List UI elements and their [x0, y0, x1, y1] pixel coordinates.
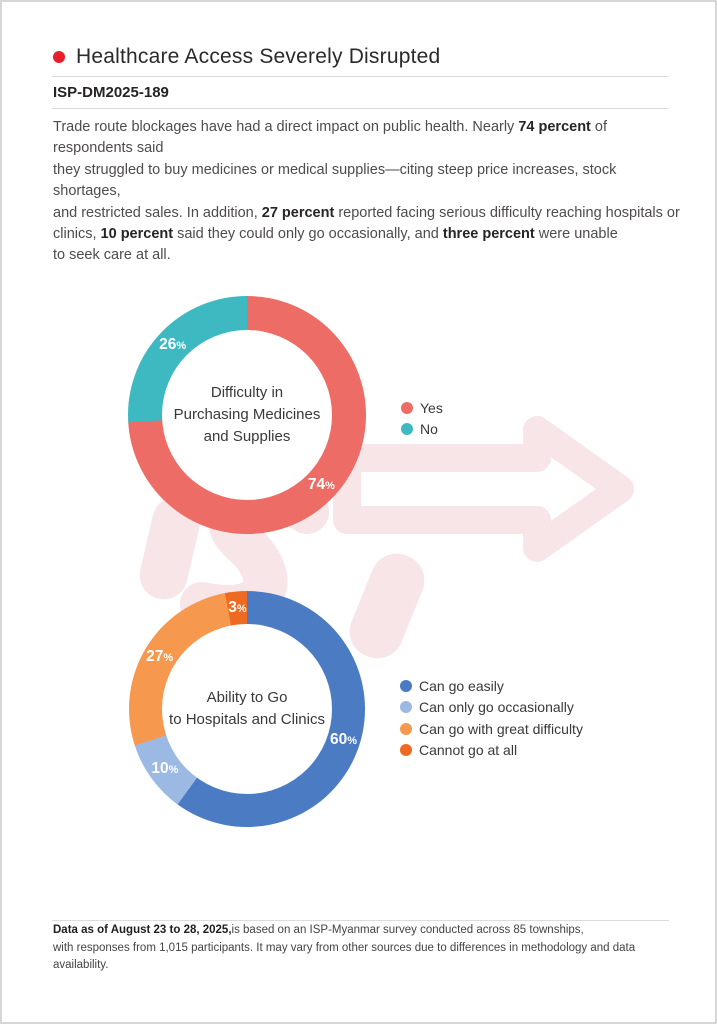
- donut-chart-medicines: [128, 296, 366, 534]
- title-bullet-icon: [53, 51, 65, 63]
- legend-label: No: [420, 421, 438, 437]
- legend-dot-icon: [401, 402, 413, 414]
- legend-hospitals: [400, 679, 583, 765]
- donut-center-medicines: [162, 330, 332, 500]
- legend-item: [401, 401, 443, 414]
- legend-item: [400, 722, 583, 735]
- legend-label: Can go easily: [419, 677, 504, 694]
- slice-value-label: 10%: [151, 759, 179, 777]
- page-title: Healthcare Access Severely Disrupted: [76, 45, 441, 68]
- divider-report: [52, 108, 669, 109]
- slice-value-label: 74%: [307, 475, 335, 493]
- legend-label: Can only go occasionally: [419, 699, 574, 715]
- footnote: Data as of August 23 to 28, 2025,is based on an ISP-Myanmar survey conducted across 85 townships, with responses from 1,015 participants. It may vary from other sources due to differences in methodology and data availability.: [53, 924, 636, 971]
- legend-dot-icon: [400, 744, 412, 756]
- legend-dot-icon: [400, 680, 412, 692]
- donut-chart-hospitals: [129, 591, 365, 827]
- legend-item: [400, 701, 583, 714]
- legend-dot-icon: [400, 723, 412, 735]
- slice-value-label: 60%: [330, 731, 358, 749]
- report-id: ISP-DM2025-189: [53, 84, 169, 101]
- slice-value-label: 27%: [146, 648, 174, 666]
- legend-label: Cannot go at all: [419, 742, 518, 758]
- donut-title-medicines: Difficulty in Purchasing Medicines and Supplies: [173, 384, 321, 445]
- donut-center-hospitals: [162, 624, 332, 794]
- legend-item: [401, 423, 443, 436]
- slice-value-label: 26%: [159, 336, 187, 354]
- legend-item: [400, 679, 583, 692]
- divider-footer: [52, 920, 669, 921]
- legend-dot-icon: [400, 701, 412, 713]
- legend-dot-icon: [401, 423, 413, 435]
- legend-item: [400, 744, 583, 757]
- donut-title-hospitals: Ability to Go to Hospitals and Clinics: [169, 689, 325, 728]
- divider-top: [52, 76, 669, 77]
- intro-paragraph: Trade route blockages have had a direct impact on public health. Nearly 74 percent of respondents said they struggled to buy medicines or medical supplies—citing steep price increases, stock shortages, and restricted sales. In addition, 27 percent reported facing serious difficulty reaching hospitals or clinics, 10 percent said they could only go occasionally, and three percent were unable to seek care at all.: [53, 119, 680, 264]
- slice-value-label: 3%: [228, 598, 247, 616]
- legend-label: Yes: [420, 399, 443, 416]
- legend-label: Can go with great difficulty: [419, 720, 583, 737]
- legend-medicines: [401, 401, 443, 444]
